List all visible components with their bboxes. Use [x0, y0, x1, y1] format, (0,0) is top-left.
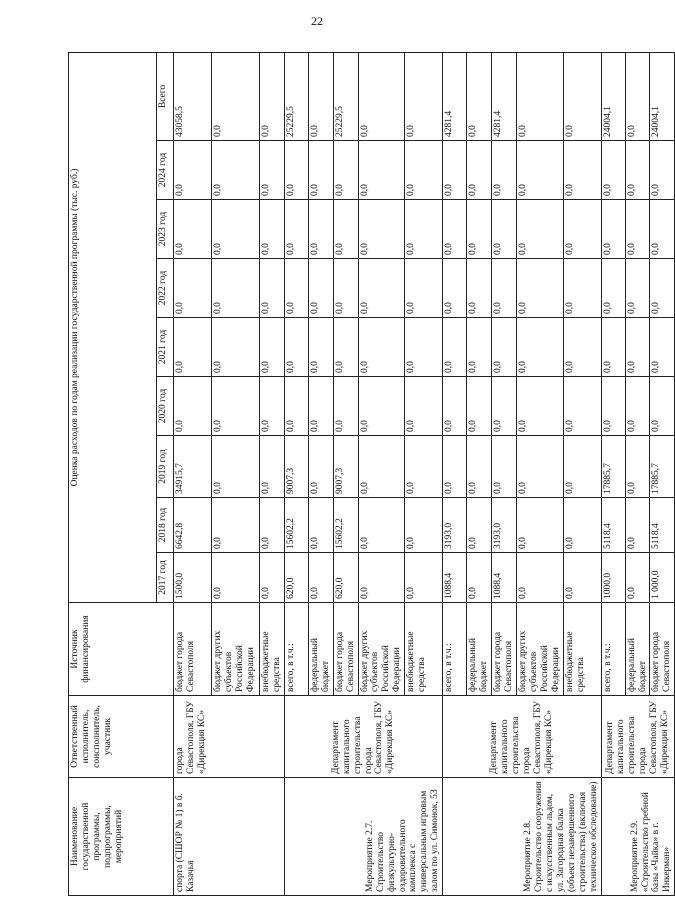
value-cell-2017-год: 1000,0	[601, 553, 625, 603]
value-cell-2021-год: 0,0	[516, 318, 563, 377]
value-cell-2020-год: 0,0	[405, 377, 443, 436]
table-row	[174, 52, 212, 895]
value-cell-всего: 0,0	[405, 52, 443, 140]
measure-name: Мероприятие 2.8. Строительство сооружения с искусственным льдом, ул. Загородная балка (объект незавершенного строительства) (включая техническое обследование)	[443, 778, 601, 896]
value-cell-2024-год: 0,0	[260, 141, 285, 200]
value-cell-2021-год: 0,0	[625, 318, 650, 377]
year-header-0: 2017 год	[157, 553, 174, 603]
value-cell-всего: 25229,5	[284, 52, 308, 140]
value-cell-всего: 0,0	[308, 52, 333, 140]
value-cell-всего: 0,0	[516, 52, 563, 140]
value-cell-2017-год: 620,0	[333, 553, 358, 603]
funding-source: федеральный бюджет	[625, 603, 650, 696]
value-cell-2020-год: 0,0	[443, 377, 467, 436]
value-cell-2021-год: 0,0	[405, 318, 443, 377]
value-cell-2024-год: 0,0	[308, 141, 333, 200]
year-header-2: 2019 год	[157, 436, 174, 498]
value-cell-2023-год: 0,0	[467, 200, 492, 259]
value-cell-2021-год: 0,0	[284, 318, 308, 377]
value-cell-2019-год: 34915,7	[174, 436, 212, 498]
value-cell-всего: 0,0	[625, 52, 650, 140]
value-cell-2018-год: 0,0	[308, 498, 333, 553]
value-cell-2019-год: 9007,3	[284, 436, 308, 498]
value-cell-2023-год: 0,0	[333, 200, 358, 259]
funding-source: бюджет других субъектов Российской Федерации	[358, 603, 405, 696]
value-cell-2022-год: 0,0	[467, 259, 492, 318]
value-cell-2022-год: 0,0	[601, 259, 625, 318]
value-cell-2017-год: 0,0	[467, 553, 492, 603]
value-cell-2017-год: 0,0	[563, 553, 601, 603]
header-estimate: Оценка расходов по годам реализации государственной программы (тыс. руб.)	[69, 52, 157, 602]
value-cell-2019-год: 0,0	[260, 436, 285, 498]
value-cell-2022-год: 0,0	[333, 259, 358, 318]
value-cell-2017-год: 1088,4	[492, 553, 517, 603]
value-cell-2024-год: 0,0	[650, 141, 675, 200]
measure-name: спорта (СШОР № 1) в б. Казачья	[174, 778, 285, 896]
header-source: Источник финансирования	[69, 603, 174, 696]
value-cell-2018-год: 5118,4	[601, 498, 625, 553]
value-cell-2018-год: 0,0	[212, 498, 260, 553]
value-cell-2020-год: 0,0	[212, 377, 260, 436]
value-cell-2018-год: 0,0	[563, 498, 601, 553]
value-cell-2018-год: 5118,4	[650, 498, 675, 553]
value-cell-2022-год: 0,0	[260, 259, 285, 318]
financing-table	[68, 52, 675, 896]
value-cell-2023-год: 0,0	[650, 200, 675, 259]
value-cell-2024-год: 0,0	[174, 141, 212, 200]
value-cell-2017-год: 0,0	[358, 553, 405, 603]
funding-source: федеральный бюджет	[467, 603, 492, 696]
value-cell-2021-год: 0,0	[601, 318, 625, 377]
value-cell-2023-год: 0,0	[212, 200, 260, 259]
value-cell-2017-год: 620,0	[284, 553, 308, 603]
value-cell-2022-год: 0,0	[563, 259, 601, 318]
value-cell-2017-год: 0,0	[516, 553, 563, 603]
year-header-1: 2018 год	[157, 498, 174, 553]
executor-cell: Департамент капитального строительства города Севастополя, ГБУ «Дирекция КС»	[443, 696, 601, 778]
value-cell-2023-год: 0,0	[405, 200, 443, 259]
value-cell-2023-год: 0,0	[358, 200, 405, 259]
value-cell-2018-год: 0,0	[516, 498, 563, 553]
value-cell-2022-год: 0,0	[358, 259, 405, 318]
value-cell-всего: 25229,5	[333, 52, 358, 140]
funding-source: федеральный бюджет	[308, 603, 333, 696]
value-cell-2024-год: 0,0	[212, 141, 260, 200]
value-cell-2022-год: 0,0	[625, 259, 650, 318]
year-header-6: 2023 год	[157, 200, 174, 259]
funding-source: бюджет других субъектов Российской Федерации	[212, 603, 260, 696]
value-cell-2021-год: 0,0	[443, 318, 467, 377]
value-cell-всего: 0,0	[212, 52, 260, 140]
value-cell-всего: 0,0	[467, 52, 492, 140]
value-cell-2017-год: 0,0	[260, 553, 285, 603]
value-cell-всего: 24004,1	[650, 52, 675, 140]
value-cell-2024-год: 0,0	[405, 141, 443, 200]
value-cell-2019-год: 0,0	[467, 436, 492, 498]
funding-source: всего, в т.ч.:	[443, 603, 467, 696]
value-cell-2023-год: 0,0	[492, 200, 517, 259]
value-cell-2023-год: 0,0	[516, 200, 563, 259]
header-name: Наименование государственной программы, подпрограммы, мероприятий	[69, 778, 174, 896]
value-cell-2017-год: 0,0	[308, 553, 333, 603]
value-cell-2019-год: 9007,3	[333, 436, 358, 498]
funding-source: бюджет города Севастополя	[174, 603, 212, 696]
value-cell-2022-год: 0,0	[650, 259, 675, 318]
value-cell-2020-год: 0,0	[492, 377, 517, 436]
page-number: 22	[311, 14, 323, 28]
value-cell-2022-год: 0,0	[212, 259, 260, 318]
value-cell-2021-год: 0,0	[358, 318, 405, 377]
table-row	[443, 52, 467, 895]
value-cell-всего: 0,0	[260, 52, 285, 140]
value-cell-2020-год: 0,0	[563, 377, 601, 436]
year-header-7: 2024 год	[157, 141, 174, 200]
value-cell-всего: 4281,4	[492, 52, 517, 140]
value-cell-2020-год: 0,0	[284, 377, 308, 436]
executor-cell: Департамент капитального строительства города Севастополя, ГБУ «Дирекция КС»	[601, 696, 675, 778]
value-cell-2023-год: 0,0	[308, 200, 333, 259]
value-cell-2023-год: 0,0	[563, 200, 601, 259]
value-cell-2020-год: 0,0	[650, 377, 675, 436]
value-cell-2024-год: 0,0	[625, 141, 650, 200]
value-cell-2024-год: 0,0	[467, 141, 492, 200]
funding-source: внебюджетные средства	[405, 603, 443, 696]
value-cell-2019-год: 0,0	[625, 436, 650, 498]
value-cell-2017-год: 1 000,0	[650, 553, 675, 603]
value-cell-2022-год: 0,0	[516, 259, 563, 318]
funding-source: всего, в т.ч.:	[284, 603, 308, 696]
value-cell-2021-год: 0,0	[333, 318, 358, 377]
value-cell-2020-год: 0,0	[333, 377, 358, 436]
year-header-3: 2020 год	[157, 377, 174, 436]
value-cell-2024-год: 0,0	[492, 141, 517, 200]
value-cell-всего: 4281,4	[443, 52, 467, 140]
year-header-4: 2021 год	[157, 318, 174, 377]
value-cell-2019-год: 0,0	[308, 436, 333, 498]
value-cell-2019-год: 0,0	[443, 436, 467, 498]
value-cell-2021-год: 0,0	[174, 318, 212, 377]
value-cell-2018-год: 15602,2	[284, 498, 308, 553]
value-cell-2024-год: 0,0	[601, 141, 625, 200]
value-cell-2023-год: 0,0	[443, 200, 467, 259]
value-cell-2021-год: 0,0	[212, 318, 260, 377]
measure-name: Мероприятие 2.7. Строительство физкультурно-оздоровительного комплекса с универсальным игровым залом по ул. Симонок, 53	[284, 778, 442, 896]
value-cell-2017-год: 0,0	[212, 553, 260, 603]
table-row	[601, 52, 625, 895]
value-cell-2018-год: 0,0	[625, 498, 650, 553]
value-cell-2023-год: 0,0	[625, 200, 650, 259]
value-cell-2021-год: 0,0	[467, 318, 492, 377]
funding-source: бюджет города Севастополя	[492, 603, 517, 696]
value-cell-2018-год: 6642,8	[174, 498, 212, 553]
value-cell-2017-год: 1088,4	[443, 553, 467, 603]
value-cell-2023-год: 0,0	[284, 200, 308, 259]
value-cell-2024-год: 0,0	[563, 141, 601, 200]
value-cell-2019-год: 17885,7	[650, 436, 675, 498]
value-cell-2020-год: 0,0	[308, 377, 333, 436]
value-cell-2023-год: 0,0	[601, 200, 625, 259]
value-cell-2018-год: 0,0	[467, 498, 492, 553]
value-cell-2019-год: 17885,7	[601, 436, 625, 498]
value-cell-2021-год: 0,0	[563, 318, 601, 377]
header-executor: Ответственный исполнитель, соисполнитель, участник	[69, 696, 174, 778]
value-cell-2018-год: 3193,0	[492, 498, 517, 553]
year-header-8: Всего	[157, 52, 174, 140]
value-cell-2022-год: 0,0	[308, 259, 333, 318]
value-cell-2020-год: 0,0	[516, 377, 563, 436]
value-cell-2023-год: 0,0	[260, 200, 285, 259]
table-body	[174, 52, 675, 895]
funding-source: бюджет города Севастополя	[333, 603, 358, 696]
value-cell-всего: 0,0	[563, 52, 601, 140]
value-cell-2018-год: 0,0	[358, 498, 405, 553]
value-cell-2021-год: 0,0	[308, 318, 333, 377]
value-cell-2022-год: 0,0	[443, 259, 467, 318]
value-cell-2022-год: 0,0	[405, 259, 443, 318]
year-header-5: 2022 год	[157, 259, 174, 318]
value-cell-2018-год: 3193,0	[443, 498, 467, 553]
value-cell-2018-год: 0,0	[405, 498, 443, 553]
funding-source: внебюджетные средства	[563, 603, 601, 696]
value-cell-2024-год: 0,0	[443, 141, 467, 200]
value-cell-2024-год: 0,0	[333, 141, 358, 200]
value-cell-2019-год: 0,0	[358, 436, 405, 498]
value-cell-2021-год: 0,0	[260, 318, 285, 377]
value-cell-2020-год: 0,0	[358, 377, 405, 436]
funding-source: внебюджетные средства	[260, 603, 285, 696]
value-cell-2020-год: 0,0	[467, 377, 492, 436]
value-cell-2019-год: 0,0	[492, 436, 517, 498]
value-cell-2024-год: 0,0	[358, 141, 405, 200]
value-cell-2020-год: 0,0	[601, 377, 625, 436]
value-cell-2019-год: 0,0	[405, 436, 443, 498]
value-cell-2021-год: 0,0	[650, 318, 675, 377]
value-cell-2022-год: 0,0	[174, 259, 212, 318]
value-cell-всего: 0,0	[358, 52, 405, 140]
value-cell-2020-год: 0,0	[625, 377, 650, 436]
table-row	[284, 52, 308, 895]
value-cell-2019-год: 0,0	[212, 436, 260, 498]
value-cell-2017-год: 0,0	[625, 553, 650, 603]
executor-cell: Департамент капитального строительства города Севастополя, ГБУ «Дирекция КС»	[284, 696, 442, 778]
value-cell-2017-год: 1500,0	[174, 553, 212, 603]
value-cell-2022-год: 0,0	[492, 259, 517, 318]
value-cell-2023-год: 0,0	[174, 200, 212, 259]
rotated-table-container	[68, 53, 673, 896]
value-cell-2018-год: 0,0	[260, 498, 285, 553]
value-cell-всего: 43058,5	[174, 52, 212, 140]
value-cell-2021-год: 0,0	[492, 318, 517, 377]
value-cell-2022-год: 0,0	[284, 259, 308, 318]
measure-name: Мероприятие 2.9. «Строительство гребной базы «Чайка» в г. Инкерман»	[601, 778, 675, 896]
funding-source: всего, в т.ч.:	[601, 603, 625, 696]
funding-source: бюджет города Севастополя	[650, 603, 675, 696]
value-cell-2024-год: 0,0	[284, 141, 308, 200]
executor-cell: города Севастополя, ГБУ «Дирекция КС»	[174, 696, 285, 778]
value-cell-2017-год: 0,0	[405, 553, 443, 603]
funding-source: бюджет других субъектов Российской Федерации	[516, 603, 563, 696]
value-cell-2020-год: 0,0	[174, 377, 212, 436]
value-cell-2018-год: 15602,2	[333, 498, 358, 553]
value-cell-всего: 24004,1	[601, 52, 625, 140]
value-cell-2024-год: 0,0	[516, 141, 563, 200]
value-cell-2020-год: 0,0	[260, 377, 285, 436]
value-cell-2019-год: 0,0	[516, 436, 563, 498]
value-cell-2019-год: 0,0	[563, 436, 601, 498]
